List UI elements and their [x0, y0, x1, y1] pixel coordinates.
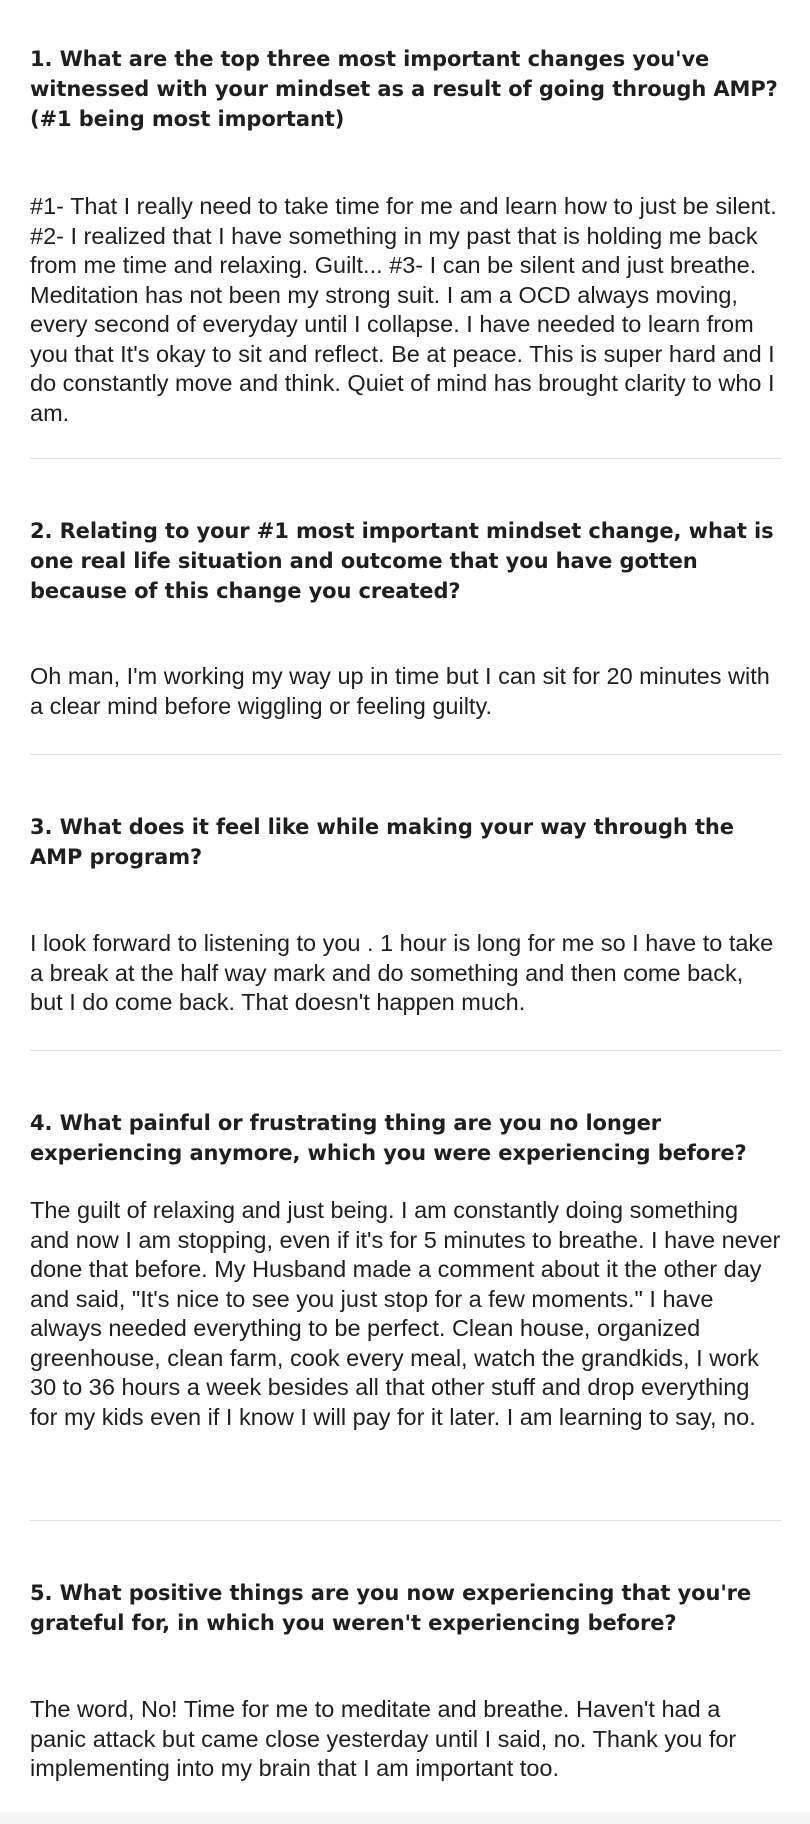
response-block-2	[30, 516, 782, 719]
response-block-1	[30, 44, 782, 426]
section-divider	[30, 754, 782, 755]
answer-4: The guilt of relaxing and just being. I am constantly doing something and now I am stopping, even if it's for 5 minutes to breathe. I have never done that before. My Husband made a comment about it the other day and said, "It's nice to see you just stop for a few moments." I have always needed everything to be perfect. Clean house, organized greenhouse, clean farm, cook every meal, watch the grandkids, I work 30 to 36 hours a week besides all that other stuff and drop everything for my kids even if I know I will pay for it later. I am learning to say, no.	[30, 1197, 781, 1430]
question-1: 1. What are the top three most important changes you've witnessed with your mindset as a result of going through AMP? (#1 being most important)	[30, 47, 778, 131]
section-divider	[30, 1050, 782, 1051]
question-4: 4. What painful or frustrating thing are you no longer experiencing anymore, which you were experiencing before?	[30, 1111, 747, 1165]
answer-1: #1- That I really need to take time for me and learn how to just be silent. #2- I realized that I have something in my past that is holding me back from me time and relaxing. Guilt... #3- I can be silent and just breathe. Meditation has not been my strong suit. I am a OCD always moving, every second of everyday until I collapse. I have needed to learn from you that It's okay to sit and reflect. Be at peace. This is super hard and I do constantly move and think. Quiet of mind has brought clarity to who I am.	[30, 193, 777, 426]
answer-3: I look forward to listening to you . 1 hour is long for me so I have to take a break at the half way mark and do something and then come back, but I do come back. That doesn't happen much.	[30, 930, 774, 1015]
response-block-5	[30, 1578, 782, 1781]
question-3: 3. What does it feel like while making your way through the AMP program?	[30, 815, 734, 869]
response-block-4	[30, 1108, 782, 1430]
response-block-3	[30, 812, 782, 1015]
answer-5: The word, No! Time for me to meditate and breathe. Haven't had a panic attack but came close yesterday until I said, no. Thank you for implementing into my brain that I am important too.	[30, 1696, 737, 1781]
page-bottom-edge	[0, 1812, 810, 1824]
answer-2: Oh man, I'm working my way up in time but I can sit for 20 minutes with a clear mind before wiggling or feeling guilty.	[30, 663, 770, 719]
question-2: 2. Relating to your #1 most important mindset change, what is one real life situation and outcome that you have gotten because of this change you created?	[30, 519, 774, 603]
section-divider	[30, 458, 782, 459]
question-5: 5. What positive things are you now experiencing that you're grateful for, in which you weren't experiencing before?	[30, 1581, 752, 1635]
section-divider	[30, 1520, 782, 1521]
